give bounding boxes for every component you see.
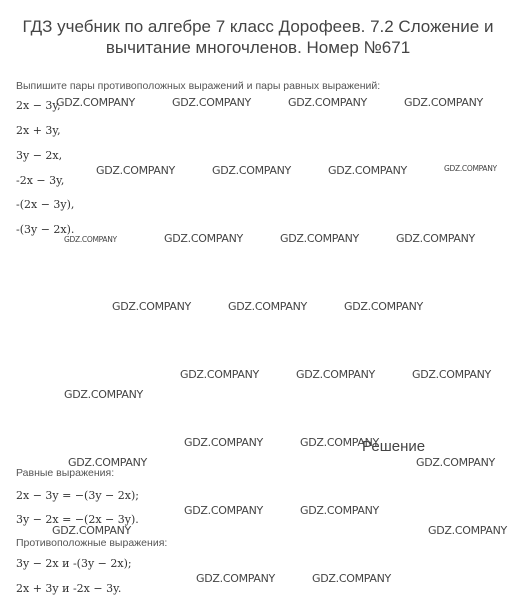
watermark: GDZ.COMPANY bbox=[172, 96, 251, 109]
watermark: GDZ.COMPANY bbox=[428, 524, 507, 537]
task-expression: 2x − 3y, bbox=[16, 99, 61, 112]
solution-heading: Решение bbox=[362, 438, 426, 455]
watermark: GDZ.COMPANY bbox=[164, 232, 243, 245]
watermark: GDZ.COMPANY bbox=[288, 96, 367, 109]
watermark: GDZ.COMPANY bbox=[112, 300, 191, 313]
watermark: GDZ.COMPANY bbox=[184, 504, 263, 517]
task-expression: -2x − 3y, bbox=[16, 174, 65, 187]
watermark: GDZ.COMPANY bbox=[68, 456, 147, 469]
watermark: GDZ.COMPANY bbox=[64, 388, 143, 401]
equal-pair: 3y − 2x = −(2x − 3y). bbox=[16, 513, 139, 526]
task-text: Выпишите пары противоположных выражений и пары равных выражений: bbox=[16, 80, 381, 92]
opposite-label: Противоположные выражения: bbox=[16, 537, 168, 549]
opposite-pair: 2x + 3y и -2x − 3y. bbox=[16, 582, 122, 595]
task-expression: -(2x − 3y), bbox=[16, 198, 75, 211]
opposite-pair: 3y − 2x и -(3y − 2x); bbox=[16, 557, 132, 570]
equal-label: Равные выражения: bbox=[16, 467, 115, 479]
watermark: GDZ.COMPANY bbox=[344, 300, 423, 313]
watermark: GDZ.COMPANY bbox=[64, 235, 117, 244]
watermark: GDZ.COMPANY bbox=[184, 436, 263, 449]
watermark: GDZ.COMPANY bbox=[312, 572, 391, 585]
watermark: GDZ.COMPANY bbox=[300, 504, 379, 517]
watermark: GDZ.COMPANY bbox=[56, 96, 135, 109]
watermark: GDZ.COMPANY bbox=[212, 164, 291, 177]
watermark: GDZ.COMPANY bbox=[196, 572, 275, 585]
watermark: GDZ.COMPANY bbox=[280, 232, 359, 245]
watermark: GDZ.COMPANY bbox=[52, 524, 131, 537]
equal-pair: 2x − 3y = −(3y − 2x); bbox=[16, 489, 139, 502]
task-expression: 3y − 2x, bbox=[16, 149, 63, 162]
page-title: ГДЗ учебник по алгебре 7 класс Дорофеев. 7.2 Сложение и вычитание многочленов. Номер №671 bbox=[22, 17, 494, 57]
watermark: GDZ.COMPANY bbox=[228, 300, 307, 313]
watermark: GDZ.COMPANY bbox=[416, 456, 495, 469]
watermark: GDZ.COMPANY bbox=[180, 368, 259, 381]
watermark: GDZ.COMPANY bbox=[396, 232, 475, 245]
watermark: GDZ.COMPANY bbox=[96, 164, 175, 177]
watermark: GDZ.COMPANY bbox=[300, 436, 379, 449]
watermark: GDZ.COMPANY bbox=[296, 368, 375, 381]
watermark: GDZ.COMPANY bbox=[404, 96, 483, 109]
watermark: GDZ.COMPANY bbox=[444, 164, 497, 173]
watermark: GDZ.COMPANY bbox=[328, 164, 407, 177]
watermark: GDZ.COMPANY bbox=[412, 368, 491, 381]
task-expression: -(3y − 2x). bbox=[16, 223, 75, 236]
task-expression: 2x + 3y, bbox=[16, 124, 61, 137]
